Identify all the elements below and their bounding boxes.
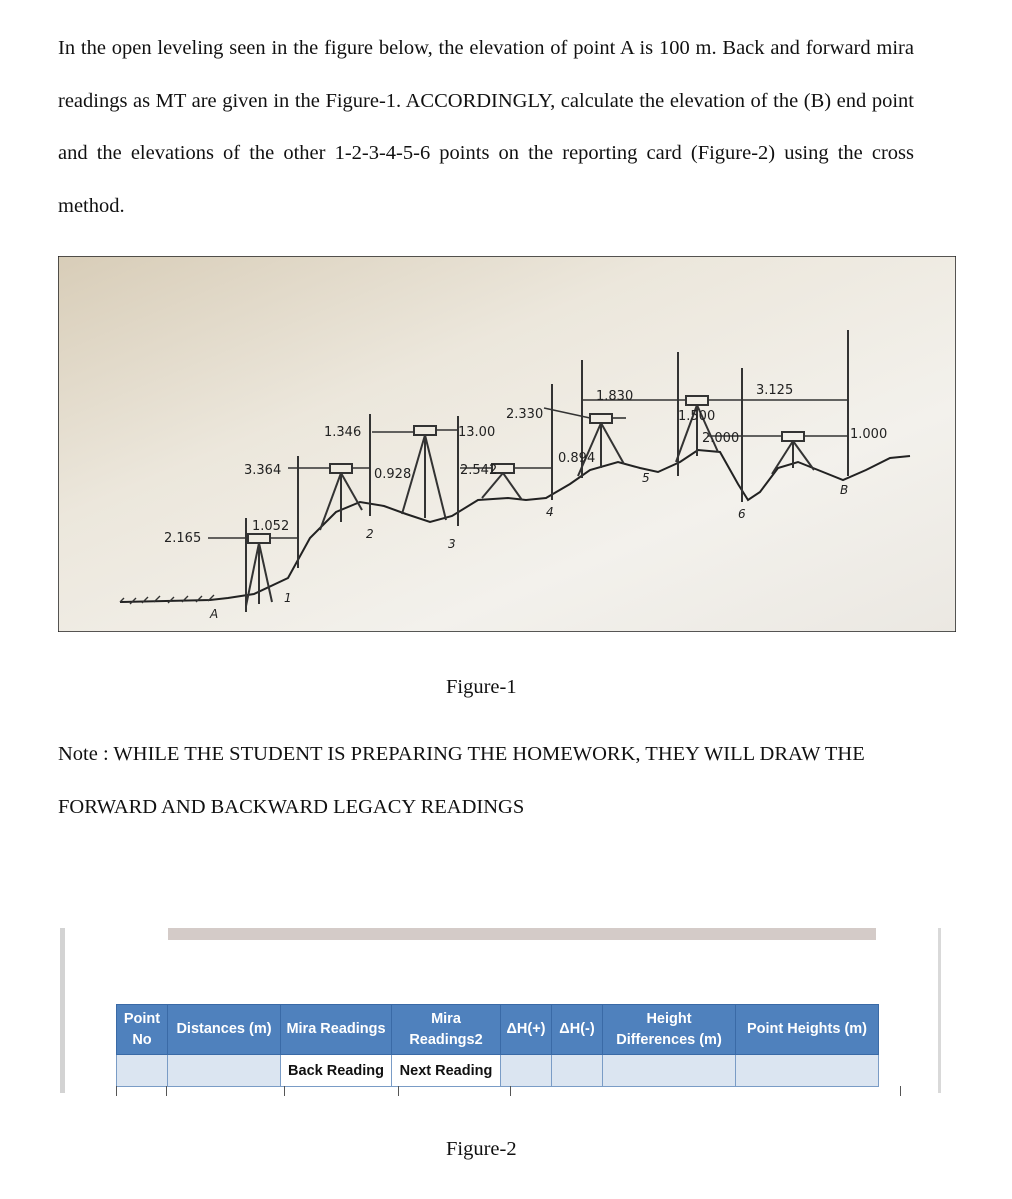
point-5-label: 5 — [642, 471, 650, 485]
table-gridline-stub — [398, 1086, 399, 1096]
point-2-label: 2 — [366, 527, 374, 541]
table-gridline-stub — [510, 1086, 511, 1096]
reading-0894: 0.894 — [558, 451, 596, 466]
table-subheader-row — [117, 1055, 879, 1087]
cell-dh-minus[interactable] — [552, 1055, 603, 1087]
header-mira-readings: Mira Readings — [281, 1005, 392, 1055]
point-B-label: B — [840, 483, 849, 497]
homework-note: Note : WHILE THE STUDENT IS PREPARING THE HOMEWORK, THEY WILL DRAW THE FORWARD AND BACKWARD LEGACY READINGS — [58, 743, 865, 818]
reading-1500: 1.500 — [678, 409, 716, 424]
reporting-card-table — [116, 1004, 879, 1087]
figure-2-frame-left — [60, 928, 65, 1093]
reading-2542: 2.542 — [460, 463, 498, 478]
reading-2000: 2.000 — [702, 431, 740, 446]
cell-dh-plus[interactable] — [501, 1055, 552, 1087]
figure-1-leveling-photo — [58, 256, 956, 632]
reading-3125: 3.125 — [756, 383, 794, 398]
table-header-row — [117, 1005, 879, 1055]
cell-point-no[interactable] — [117, 1055, 168, 1087]
subheader-back-reading: Back Reading — [281, 1055, 392, 1087]
figure-2-caption: Figure-2 — [446, 1138, 517, 1160]
table-gridline-stub — [284, 1086, 285, 1096]
reading-1346: 1.346 — [324, 425, 362, 440]
point-3-label: 3 — [448, 537, 456, 551]
point-6-label: 6 — [738, 507, 746, 521]
table-gridline-stub — [900, 1086, 901, 1096]
reading-1052: 1.052 — [252, 519, 290, 534]
photo-background — [58, 256, 956, 632]
header-point-no: Point No — [117, 1005, 168, 1055]
reading-3364: 3.364 — [244, 463, 282, 478]
table-gridline-stub — [166, 1086, 167, 1096]
point-1-label: 1 — [284, 591, 292, 605]
header-distances: Distances (m) — [168, 1005, 281, 1055]
problem-statement: In the open leveling seen in the figure below, the elevation of point A is 100 m. Back and forward mira readings as MT are given in the Figure-1. ACCORDINGLY, calculate the elevation of the (B) end point and the elevations of the other 1-2-3-4-5-6 points on the reporting card (Figure-2) using the cross method. — [58, 37, 914, 217]
figure-1-caption: Figure-1 — [446, 676, 517, 698]
reading-1000: 1.000 — [850, 427, 888, 442]
header-dh-plus: ΔH(+) — [501, 1005, 552, 1055]
reading-1300: 13.00 — [458, 425, 496, 440]
reading-0928: 0.928 — [374, 467, 412, 482]
cell-point-heights[interactable] — [736, 1055, 879, 1087]
header-point-heights: Point Heights (m) — [736, 1005, 879, 1055]
point-4-label: 4 — [546, 505, 554, 519]
table-gridline-stub — [116, 1086, 117, 1096]
header-mira-readings2: Mira Readings2 — [392, 1005, 501, 1055]
reading-2330: 2.330 — [506, 407, 544, 422]
point-A-label: A — [210, 607, 219, 621]
header-height-differences: Height Differences (m) — [603, 1005, 736, 1055]
cell-distances[interactable] — [168, 1055, 281, 1087]
figure-2-frame-right — [938, 928, 941, 1093]
reading-1830: 1.830 — [596, 389, 634, 404]
subheader-next-reading: Next Reading — [392, 1055, 501, 1087]
reading-2165: 2.165 — [164, 531, 202, 546]
cell-height-differences[interactable] — [603, 1055, 736, 1087]
header-dh-minus: ΔH(-) — [552, 1005, 603, 1055]
figure-2-top-bar — [168, 928, 876, 940]
